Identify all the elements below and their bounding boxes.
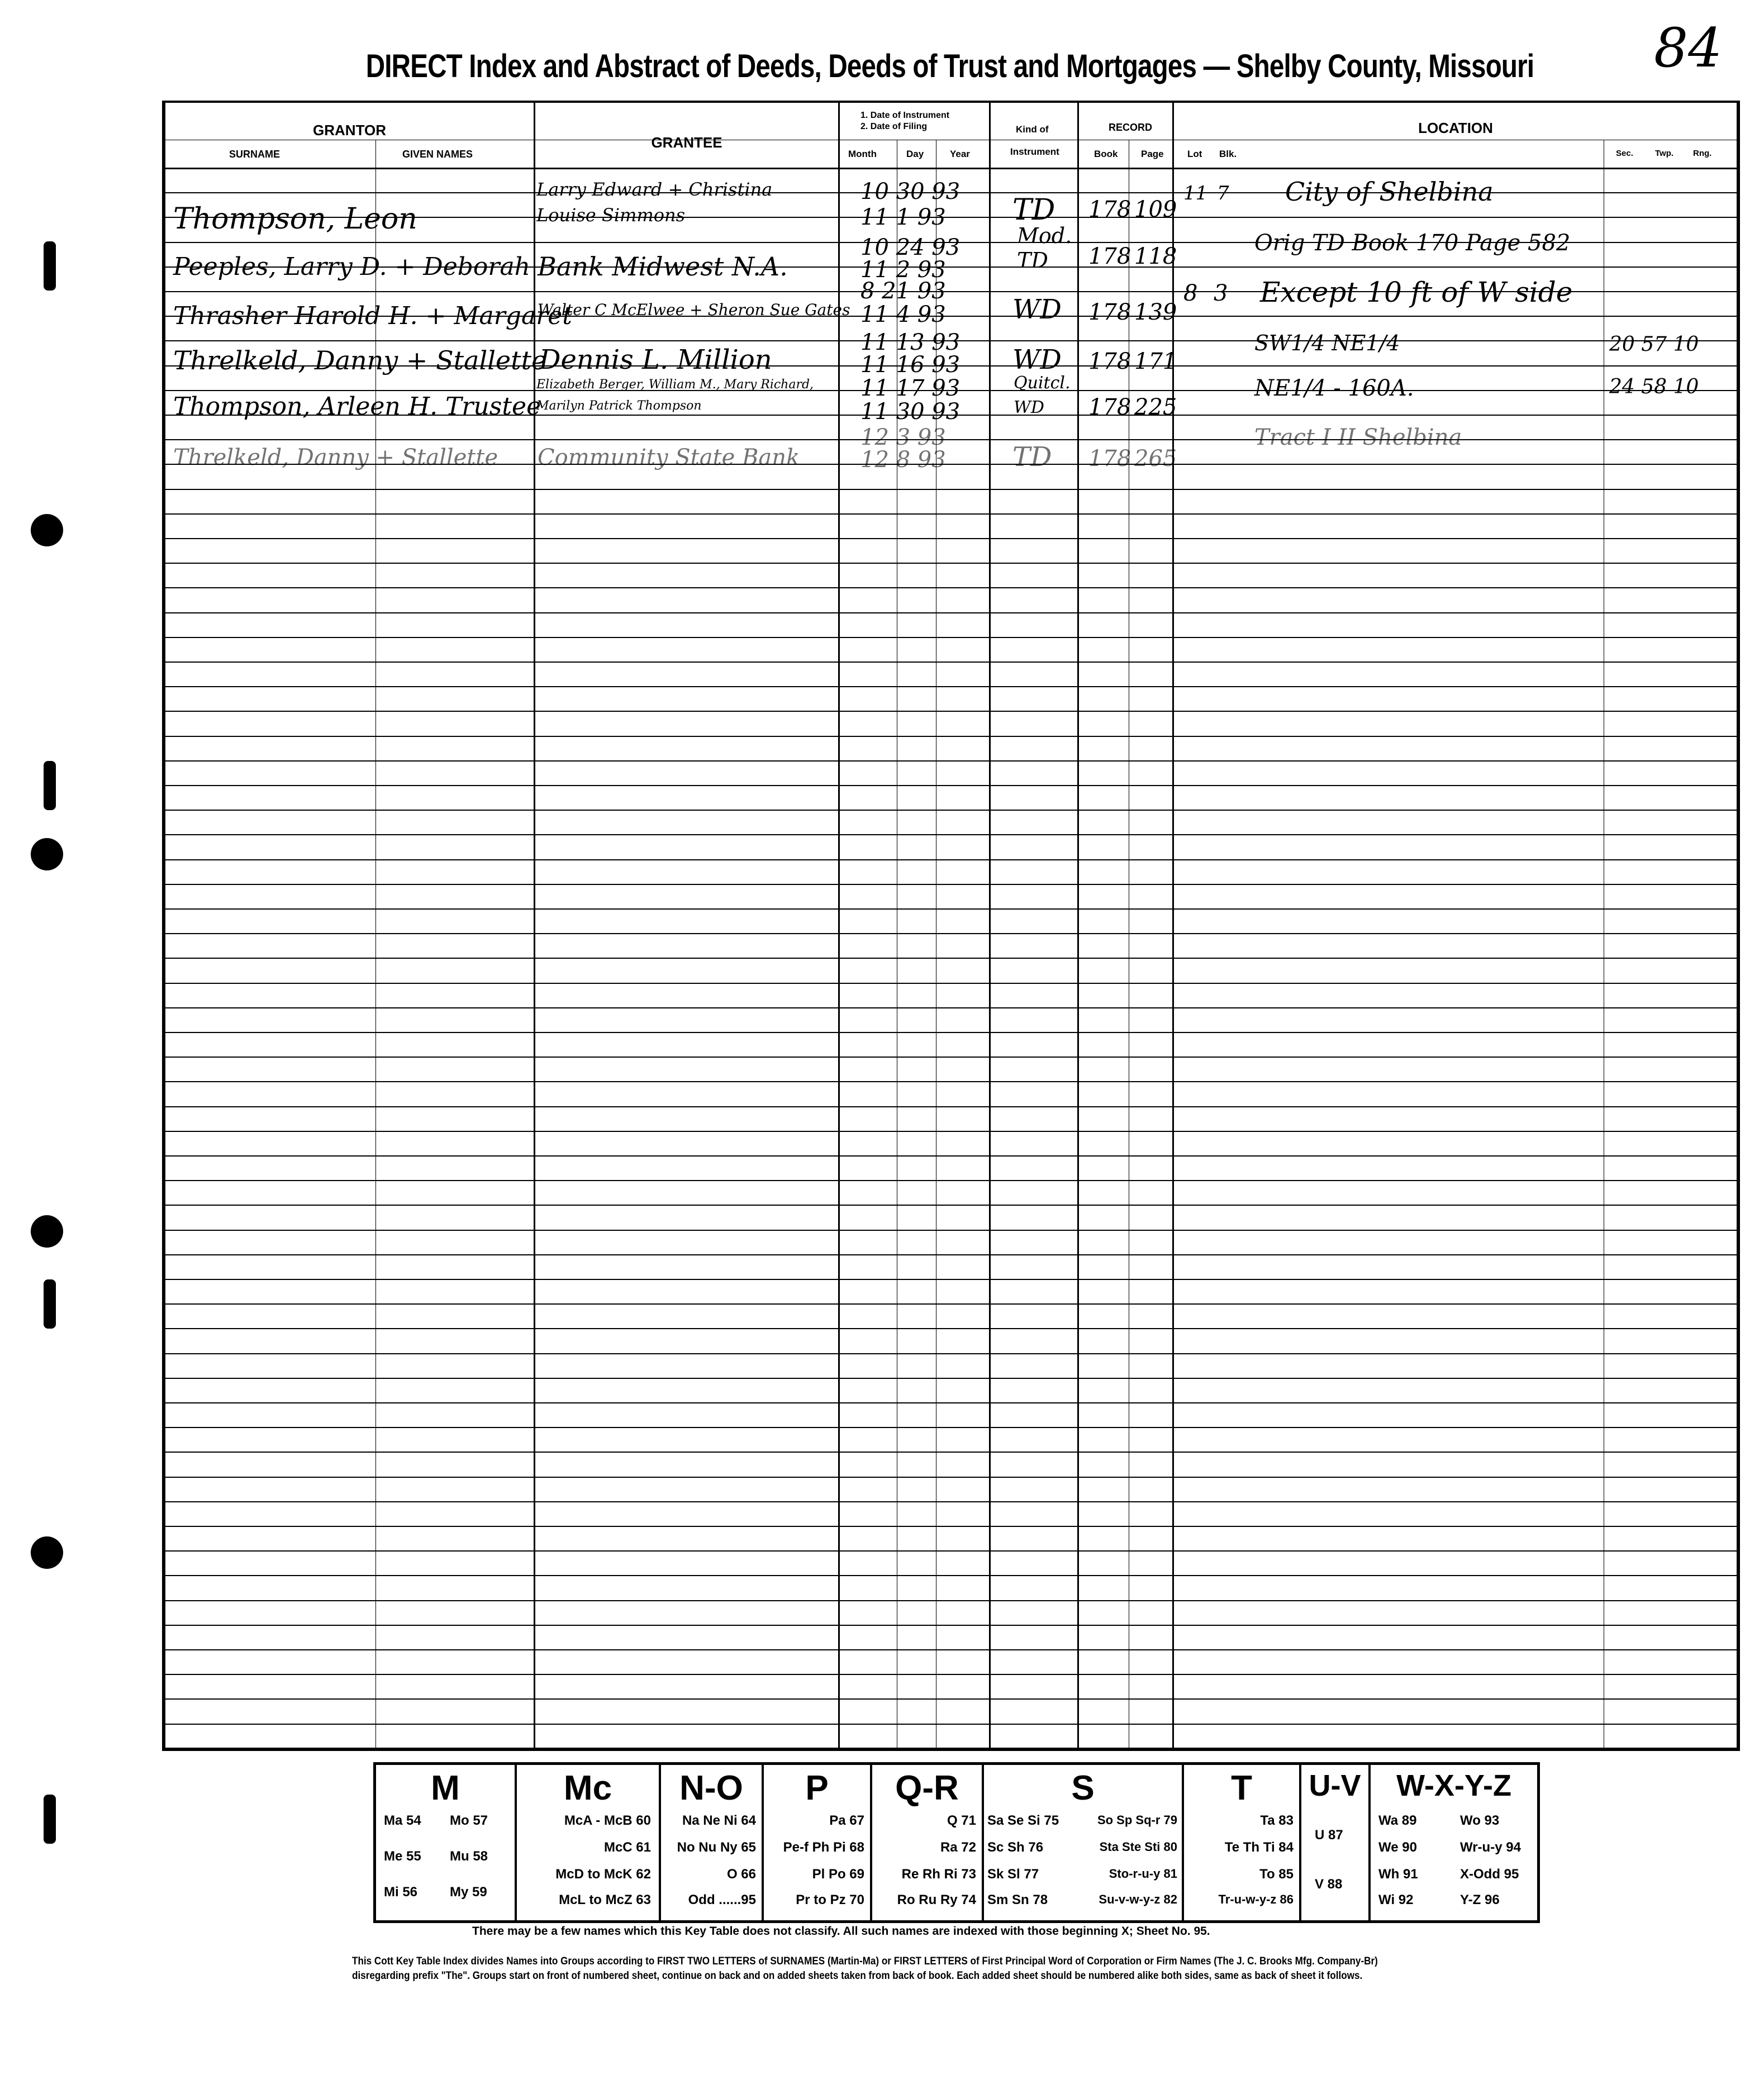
entry-kind: WD <box>1012 294 1062 325</box>
entry-location: Orig TD Book 170 Page 582 <box>1254 230 1571 256</box>
key-cell: McC 61 <box>603 1840 651 1855</box>
book-header: Book <box>1094 149 1118 159</box>
key-cell: Sm Sn 78 <box>987 1892 1048 1907</box>
key-cell: X-Odd 95 <box>1460 1867 1519 1882</box>
ledger-row-rule <box>165 1106 1737 1107</box>
key-head: Mc <box>563 1769 612 1807</box>
ledger-row-rule <box>165 1427 1737 1428</box>
entry-grantor: Thompson, Arleen H. Trustee <box>173 392 541 421</box>
key-cell: O 66 <box>726 1867 756 1882</box>
ledger-row-rule <box>165 1230 1737 1231</box>
key-head: P <box>805 1769 829 1807</box>
sec-header: Sec. <box>1616 149 1633 158</box>
lot-header: Lot <box>1187 149 1202 159</box>
ledger-row-rule <box>165 1526 1737 1527</box>
entry-page: 171 <box>1134 349 1177 374</box>
entry-date-filing: 11 30 93 <box>860 399 961 425</box>
key-head: U-V <box>1309 1769 1361 1802</box>
ledger-row-rule <box>165 859 1737 860</box>
record-header: RECORD <box>1109 122 1153 133</box>
ledger-row-rule <box>165 1353 1737 1354</box>
key-table <box>373 1762 1540 1923</box>
entry-date-filing: 11 1 93 <box>860 204 946 230</box>
key-cell: Sa Se Si 75 <box>987 1813 1059 1828</box>
ledger-row-rule <box>165 1279 1737 1280</box>
key-cell: Mi 56 <box>384 1885 418 1900</box>
binder-slot-bottom <box>44 1795 56 1844</box>
ledger-row-rule <box>165 1131 1737 1132</box>
entry-grantee: Dennis L. Million <box>539 344 772 375</box>
key-cell: Wi 92 <box>1378 1892 1414 1907</box>
entry-location: Tract I II Shelbina <box>1254 425 1462 450</box>
ledger-row-rule <box>165 1724 1737 1725</box>
entry-date-instrument: 8 21 93 <box>860 278 946 304</box>
binder-slot-upper <box>44 761 56 810</box>
ledger-row-rule <box>165 908 1737 910</box>
ledger-row-rule <box>165 884 1737 885</box>
entry-kind: Quitcl. WD <box>1014 373 1071 417</box>
key-cell: Pr to Pz 70 <box>796 1892 864 1907</box>
ledger-row-rule <box>165 1698 1737 1700</box>
given-names-header: GIVEN NAMES <box>402 149 473 160</box>
key-cell: No Nu Ny 65 <box>677 1840 756 1855</box>
entry-grantee: Elizabeth Berger, William M., Mary Richard, Marilyn Patrick Thompson <box>536 378 814 413</box>
key-cell: Sta Ste Sti 80 <box>1099 1840 1177 1854</box>
binder-slot-lower <box>44 1279 56 1329</box>
entry-date-instrument: 11 13 93 <box>860 330 961 355</box>
key-group-t <box>1184 1765 1301 1920</box>
ledger-row-rule <box>165 1501 1737 1502</box>
entry-book: 178 <box>1088 197 1131 222</box>
key-cell: McD to McK 62 <box>555 1867 651 1882</box>
ledger-row-rule <box>165 662 1737 663</box>
ledger-frame-right <box>1737 101 1740 1749</box>
key-cell: Mu 58 <box>450 1849 488 1864</box>
key-cell: U 87 <box>1315 1828 1343 1843</box>
key-cell: McL to McZ 63 <box>559 1892 651 1907</box>
date-filing-header: 2. Date of Filing <box>860 122 928 131</box>
key-cell: Wa 89 <box>1378 1813 1417 1828</box>
entry-grantee: Walter C McElwee + Sheron Sue Gates <box>538 301 850 319</box>
ledger-row-rule <box>165 711 1737 712</box>
ledger-row-rule <box>165 1649 1737 1650</box>
page-title: DIRECT Index and Abstract of Deeds, Deeds of Trust and Mortgages — Shelby County, Missouri <box>365 48 1534 84</box>
key-cell: McA - McB 60 <box>564 1813 651 1828</box>
entry-grantor: Thrasher Harold H. + Margaret <box>173 302 572 330</box>
key-cell: So Sp Sq-r 79 <box>1097 1813 1177 1827</box>
ledger-row-rule <box>165 1057 1737 1058</box>
binder-slot-top <box>44 241 56 291</box>
key-head: W-X-Y-Z <box>1396 1769 1511 1802</box>
ledger-row-rule <box>165 1155 1737 1157</box>
key-table-note: There may be a few names which this Key Table does not classify. All such names are indexed with those beginning X; Sheet No. 95. <box>472 1925 1210 1938</box>
key-group-s <box>984 1765 1184 1920</box>
ledger-row-rule <box>165 1007 1737 1008</box>
entry-page: 118 <box>1134 244 1177 269</box>
ledger-row-rule <box>165 612 1737 613</box>
twp-header: Twp. <box>1655 149 1674 158</box>
entry-location: City of Shelbina <box>1285 177 1494 207</box>
kind-header-1: Kind of <box>1016 124 1049 135</box>
ledger-frame-bottom <box>162 1748 1740 1751</box>
ledger-row-rule <box>165 563 1737 564</box>
entry-page: 225 <box>1134 394 1177 420</box>
ledger-row-rule <box>165 538 1737 539</box>
rng-header: Rng. <box>1693 149 1712 158</box>
ledger-frame-top <box>162 101 1738 103</box>
entry-grantee: Bank Midwest N.A. <box>538 251 788 282</box>
month-header: Month <box>848 149 877 159</box>
key-group-wxyz <box>1371 1765 1537 1920</box>
entry-lot: 8 <box>1183 280 1198 306</box>
key-head: T <box>1231 1769 1252 1807</box>
entry-str: 20 57 10 <box>1609 333 1699 356</box>
key-cell: Odd ......95 <box>688 1892 756 1907</box>
key-cell: Tr-u-w-y-z 86 <box>1218 1892 1294 1906</box>
entry-kind: TD <box>1012 193 1055 227</box>
footer-line-2: disregarding prefix "The". Groups start on front of numbered sheet, continue on back and on added sheets taken from back of book. Each added sheet should be numbered alike both sides, same as back of sheet it follows. <box>352 1970 1363 1982</box>
ledger-row-rule <box>165 1477 1737 1478</box>
ledger-row-rule <box>165 1032 1737 1033</box>
kind-header-2: Instrument <box>1010 146 1059 157</box>
key-cell: Wo 93 <box>1460 1813 1500 1828</box>
ledger-row-rule <box>165 1452 1737 1453</box>
key-cell: Wh 91 <box>1378 1867 1418 1882</box>
day-header: Day <box>906 149 924 159</box>
ledger-row-rule <box>165 1600 1737 1601</box>
ledger-row-rule <box>165 513 1737 515</box>
key-cell: Sto-r-u-y 81 <box>1109 1867 1177 1881</box>
key-cell: My 59 <box>450 1885 487 1900</box>
ledger-row-rule <box>165 1254 1737 1255</box>
blk-header: Blk. <box>1219 149 1237 159</box>
ledger-row-rule <box>165 1625 1737 1626</box>
entry-grantor: Threlkeld, Danny + Stallette <box>173 345 547 375</box>
ledger-row-rule <box>165 686 1737 687</box>
entry-page: 109 <box>1134 197 1177 222</box>
entry-location: Except 10 ft of W side <box>1260 276 1573 308</box>
entry-date-filing: 12 8 93 <box>860 447 946 473</box>
key-group-m <box>376 1765 517 1920</box>
entry-location: SW1/4 NE1/4 <box>1254 331 1400 355</box>
binder-hole-bottom <box>31 1536 63 1569</box>
entry-date-instrument: 11 17 93 <box>860 375 961 401</box>
page-number: 84 <box>1654 17 1723 79</box>
entry-book: 178 <box>1088 244 1131 269</box>
ledger-row-rule <box>165 587 1737 588</box>
entry-book: 178 <box>1088 299 1131 325</box>
key-cell: Na Ne Ni 64 <box>682 1813 756 1828</box>
key-group-qr <box>872 1765 984 1920</box>
key-cell: Te Th Ti 84 <box>1224 1840 1294 1855</box>
ledger-row-rule <box>165 1081 1737 1082</box>
page-header: Page <box>1141 149 1164 159</box>
key-cell: Mo 57 <box>450 1813 488 1828</box>
date-instrument-header: 1. Date of Instrument <box>860 111 950 120</box>
key-cell: Pa 67 <box>829 1813 864 1828</box>
ledger-row-rule <box>165 1303 1737 1305</box>
key-cell: Q 71 <box>947 1813 976 1828</box>
entry-grantor: Thompson, Leon <box>173 202 417 236</box>
entry-book: 178 <box>1088 394 1131 420</box>
key-cell: Me 55 <box>384 1849 421 1864</box>
key-cell: Su-v-w-y-z 82 <box>1099 1892 1177 1906</box>
ledger-row-rule <box>165 736 1737 737</box>
ledger-row-rule <box>165 760 1737 762</box>
ledger-row-rule <box>165 958 1737 959</box>
key-group-no <box>661 1765 764 1920</box>
year-header: Year <box>950 149 970 159</box>
entry-book: 178 <box>1088 446 1131 472</box>
key-cell: Ta 83 <box>1260 1813 1294 1828</box>
key-group-mc <box>517 1765 661 1920</box>
grantor-header: GRANTOR <box>313 122 386 139</box>
ledger-row-rule <box>165 983 1737 984</box>
entry-kind: WD <box>1012 344 1062 375</box>
key-cell: Pl Po 69 <box>812 1867 864 1882</box>
entry-date-instrument: 12 3 93 <box>860 425 946 450</box>
entry-date-filing: 11 2 93 <box>860 257 946 283</box>
col-divider-given <box>375 140 376 1749</box>
key-cell: Re Rh Ri 73 <box>901 1867 976 1882</box>
key-cell: To 85 <box>1259 1867 1294 1882</box>
footer-line-1: This Cott Key Table Index divides Names into Groups according to FIRST TWO LETTERS of SURNAMES (Martin-Ma) or FIRST LETTERS of First Principal Word of Corporation or Firm Names (The J. C. Brooks Mfg. Company-Br) <box>352 1955 1378 1967</box>
entry-grantor: Peeples, Larry D. + Deborah <box>173 253 531 281</box>
key-cell: Sc Sh 76 <box>987 1840 1044 1855</box>
entry-date-filing: 11 16 93 <box>860 352 961 378</box>
entry-date-filing: 11 4 93 <box>860 302 946 327</box>
key-group-uv <box>1301 1765 1371 1920</box>
key-cell: Ma 54 <box>384 1813 421 1828</box>
key-head: S <box>1071 1769 1095 1807</box>
ledger-row-rule <box>165 1575 1737 1576</box>
ledger-row-rule <box>165 1328 1737 1329</box>
ledger-row-rule <box>165 1205 1737 1206</box>
entry-blk: 3 <box>1214 280 1228 306</box>
ledger-row-rule <box>165 785 1737 786</box>
ledger-row-rule <box>165 834 1737 835</box>
key-group-p <box>764 1765 872 1920</box>
entry-lot: 11 <box>1183 182 1208 204</box>
key-cell: V 88 <box>1315 1877 1343 1892</box>
entry-kind: Mod. TD <box>1017 223 1072 273</box>
entry-book: 178 <box>1088 349 1131 374</box>
ledger-row-rule <box>165 439 1737 440</box>
entry-grantee: Community State Bank <box>538 445 800 470</box>
ledger-row-rule <box>165 810 1737 811</box>
entry-kind: TD <box>1012 441 1052 473</box>
key-head: Q-R <box>895 1769 959 1807</box>
entry-page: 265 <box>1134 446 1177 472</box>
grantee-header: GRANTEE <box>651 134 722 151</box>
key-cell: Sk Sl 77 <box>987 1867 1039 1882</box>
key-cell: Y-Z 96 <box>1460 1892 1500 1907</box>
entry-grantor: Threlkeld, Danny + Stallette <box>173 445 498 470</box>
key-cell: Ro Ru Ry 74 <box>897 1892 976 1907</box>
ledger-row-rule <box>165 1674 1737 1675</box>
ledger-row-rule <box>165 1378 1737 1379</box>
entry-str: 24 58 10 <box>1609 375 1699 398</box>
entry-date-instrument: 10 24 93 <box>860 235 961 260</box>
key-cell: Wr-u-y 94 <box>1460 1840 1521 1855</box>
binder-hole-upper <box>31 514 63 546</box>
key-head: M <box>431 1769 460 1807</box>
key-cell: Pe-f Ph Pi 68 <box>783 1840 864 1855</box>
location-header: LOCATION <box>1418 120 1493 136</box>
ledger-row-rule <box>165 489 1737 490</box>
entry-page: 139 <box>1134 299 1177 325</box>
binder-hole-middle <box>31 838 63 870</box>
entry-location: NE1/4 - 160A. <box>1254 375 1414 401</box>
binder-hole-lower <box>31 1215 63 1248</box>
entry-grantee: Larry Edward + Christina Louise Simmons <box>536 179 773 226</box>
entry-blk: 7 <box>1217 182 1229 204</box>
key-head: N-O <box>679 1769 743 1807</box>
ledger-row-rule <box>165 1550 1737 1552</box>
key-cell: We 90 <box>1378 1840 1417 1855</box>
ledger-row-rule <box>165 933 1737 934</box>
ledger-row-rule <box>165 1180 1737 1181</box>
header-bottom-rule <box>162 168 1738 169</box>
entry-date-instrument: 10 30 93 <box>860 179 961 204</box>
key-cell: Ra 72 <box>940 1840 976 1855</box>
ledger-row-rule <box>165 637 1737 638</box>
surname-header: SURNAME <box>229 149 280 160</box>
ledger-row-rule <box>165 1402 1737 1403</box>
